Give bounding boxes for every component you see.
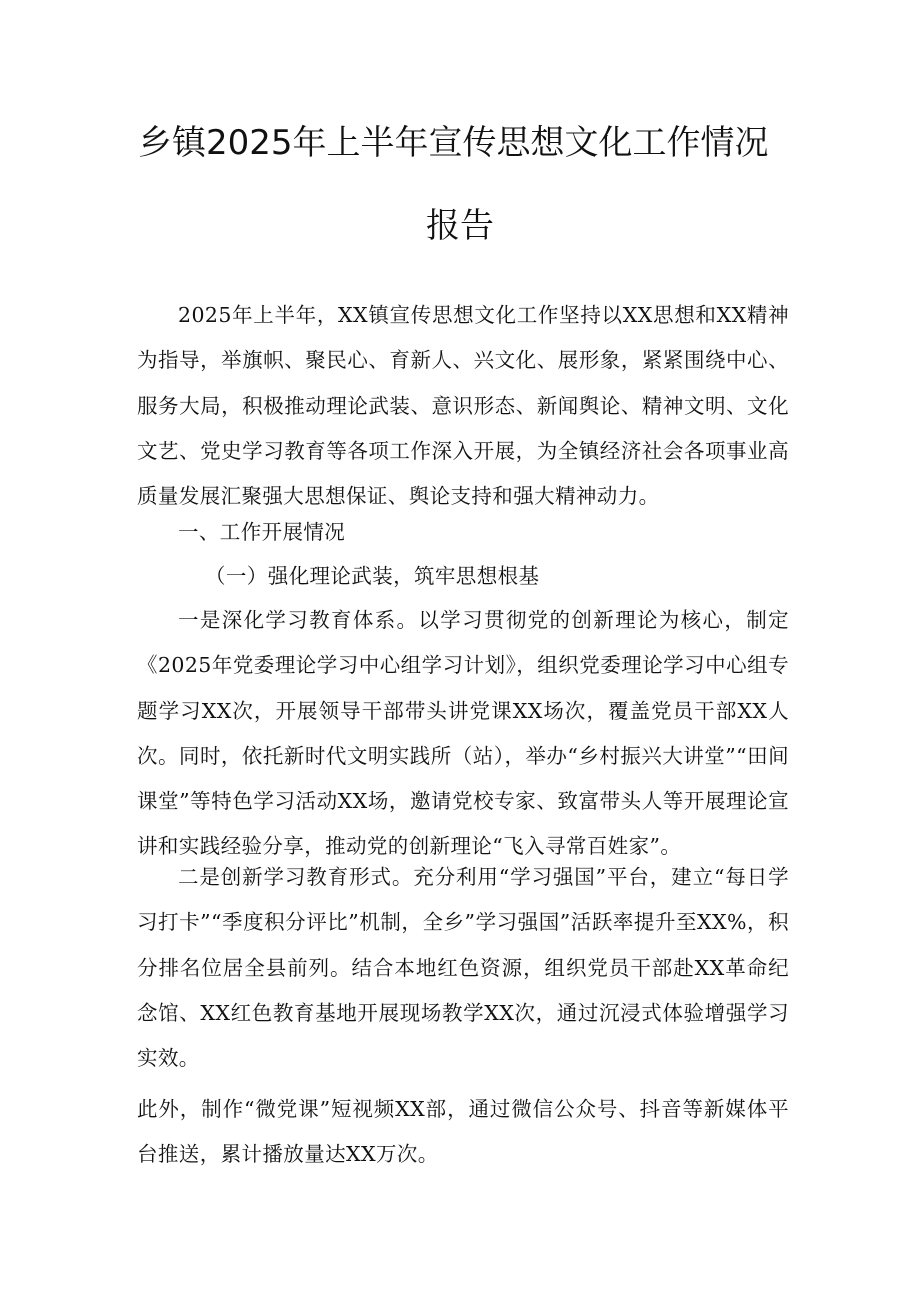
document-title-line2: 报告 <box>426 206 494 246</box>
paragraph-study-forms: 二是创新学习教育形式。充分利用“学习强国”平台，建立“每日学习打卡”“季度积分评比”机制，全乡”学习强国”活跃率提升至XX%，积分排名位居全县前列。结合本地红色资源，组织党员干部赴XX革命纪念馆、XX红色教育基地开展现场教学XX次，通过沉浸式体验增强学习实效。 <box>137 865 789 1071</box>
subsection-heading: （一）强化理论武装，筑牢思想根基 <box>205 564 540 588</box>
paragraph-study-system: 一是深化学习教育体系。以学习贯彻党的创新理论为核心，制定《2025年党委理论学习中心组学习计划》，组织党委理论学习中心组专题学习XX次，开展领导干部带头讲党课XX场次，覆盖党员干部XX人次。同时，依托新时代文明实践所（站），举办“乡村振兴大讲堂”“田间课堂”等特色学习活动XX场，邀请党校专家、致富带头人等开展理论宣讲和实践经验分享，推动党的创新理论“飞入寻常百姓家”。 <box>137 608 789 859</box>
intro-paragraph: 2025年上半年，XX镇宣传思想文化工作坚持以XX思想和XX精神为指导，举旗帜、聚民心、育新人、兴文化、展形象，紧紧围绕中心、服务大局，积极推动理论武装、意识形态、新闻舆论、精神文明、文化文艺、党史学习教育等各项工作深入开展，为全镇经济社会各项事业高质量发展汇聚强大思想保证、舆论支持和强大精神动力。 <box>137 303 789 509</box>
section-heading: 一、工作开展情况 <box>178 520 346 544</box>
document-title-line1: 乡镇2025年上半年宣传思想文化工作情况 <box>138 123 769 163</box>
paragraph-micro-lessons: 此外，制作“微党课”短视频XX部，通过微信公众号、抖音等新媒体平台推送，累计播放量达XX万次。 <box>137 1097 789 1167</box>
